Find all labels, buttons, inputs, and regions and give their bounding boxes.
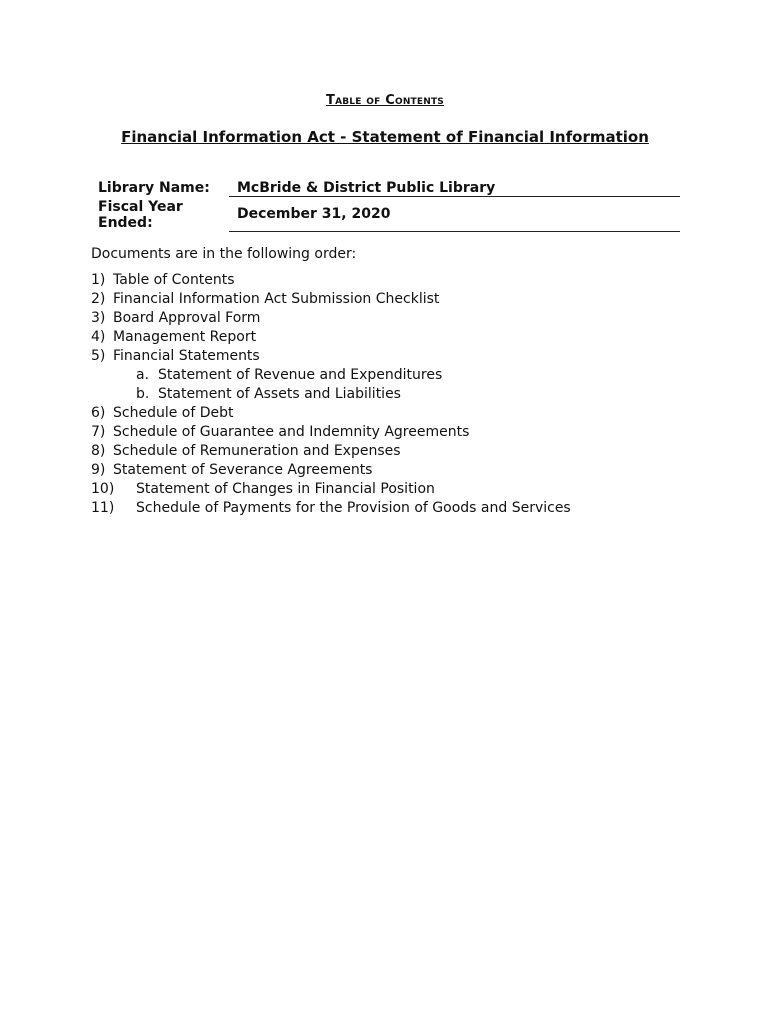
- list-item-number: 10): [91, 481, 115, 497]
- list-item: [91, 499, 571, 518]
- library-name-value: McBride & District Public Library: [229, 178, 680, 197]
- list-item-number: 5): [91, 348, 106, 364]
- library-info-table: [94, 178, 680, 232]
- list-item: [91, 461, 571, 480]
- fiscal-year-label-line2: Ended:: [98, 215, 153, 231]
- list-item-number: 8): [91, 443, 106, 459]
- list-item-text: Financial Statements: [113, 348, 260, 364]
- document-order-list: [91, 271, 571, 518]
- fiscal-year-label: [94, 197, 229, 231]
- list-item: [91, 271, 571, 290]
- sub-list-item-text: Statement of Assets and Liabilities: [158, 386, 401, 402]
- list-item: [91, 309, 571, 328]
- library-name-row: [94, 178, 680, 197]
- list-item-number: 11): [91, 500, 115, 516]
- list-item: [91, 442, 571, 461]
- list-item-text: Schedule of Debt: [113, 405, 234, 421]
- list-item: [91, 328, 571, 347]
- fiscal-year-value: December 31, 2020: [229, 197, 680, 232]
- list-item-text: Schedule of Guarantee and Indemnity Agreements: [113, 424, 470, 440]
- fiscal-year-label-line1: Fiscal Year: [98, 199, 183, 215]
- list-item-text: Schedule of Payments for the Provision of Goods and Services: [136, 500, 571, 516]
- document-title: Financial Information Act - Statement of Financial Information: [121, 128, 649, 146]
- sub-list-item-letter: b.: [136, 386, 150, 402]
- list-item-number: 3): [91, 310, 106, 326]
- list-item: [91, 423, 571, 442]
- list-item: [91, 290, 571, 309]
- sub-list-item: [91, 366, 571, 385]
- list-item-text: Management Report: [113, 329, 257, 345]
- sub-list-item: [91, 385, 571, 404]
- list-item-number: 6): [91, 405, 106, 421]
- list-item-number: 7): [91, 424, 106, 440]
- list-item-text: Schedule of Remuneration and Expenses: [113, 443, 401, 459]
- list-item-number: 4): [91, 329, 106, 345]
- list-item: [91, 480, 571, 499]
- sub-list-item-letter: a.: [136, 367, 150, 383]
- list-item-number: 2): [91, 291, 106, 307]
- list-item-number: 9): [91, 462, 106, 478]
- list-item-text: Statement of Changes in Financial Position: [136, 481, 435, 497]
- toc-title: Table of Contents: [326, 93, 444, 108]
- list-item-text: Table of Contents: [113, 272, 235, 288]
- intro-text: Documents are in the following order:: [91, 246, 357, 262]
- library-name-label: Library Name:: [98, 180, 210, 196]
- list-item-number: 1): [91, 272, 106, 288]
- list-item-text: Statement of Severance Agreements: [113, 462, 373, 478]
- sub-list-item-text: Statement of Revenue and Expenditures: [158, 367, 443, 383]
- list-item-text: Board Approval Form: [113, 310, 261, 326]
- list-item: [91, 404, 571, 423]
- list-item: [91, 347, 571, 366]
- fiscal-year-row: [94, 197, 680, 232]
- list-item-text: Financial Information Act Submission Checklist: [113, 291, 440, 307]
